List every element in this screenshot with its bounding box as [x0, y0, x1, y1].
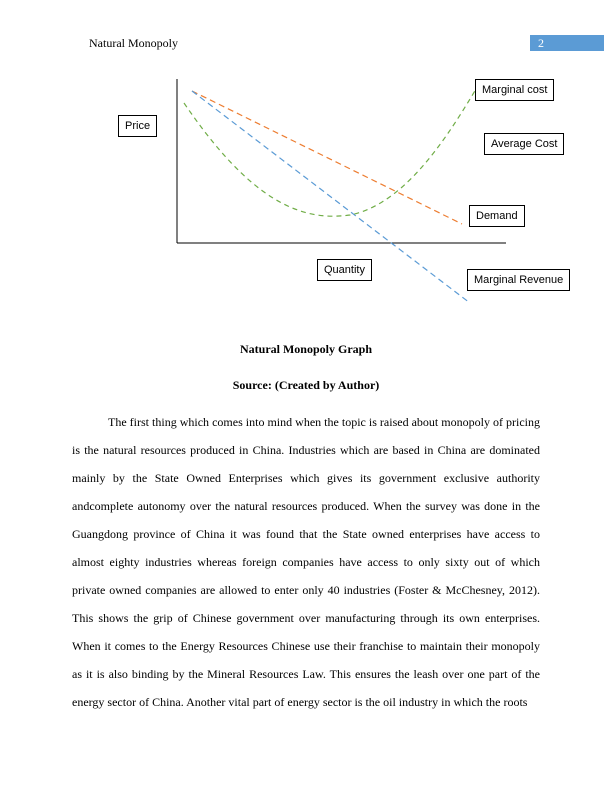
price-label: Price	[118, 115, 157, 137]
quantity-label: Quantity	[317, 259, 372, 281]
figure-title: Natural Monopoly Graph	[239, 342, 372, 356]
cost-curve	[184, 89, 476, 216]
demand-label: Demand	[469, 205, 525, 227]
average-cost-label: Average Cost	[484, 133, 564, 155]
body-paragraph: The first thing which comes into mind when the topic is raised about monopoly of pricing is the natural resources produced in China. Industries which are based in China are dominated mainly by the State Owned Enterprises which gives its government exclusive authority andcomplete autonomy over the natural resources produced. When the survey was done in the Guangdong province of China it was found that the State owned enterprises have access to almost eighty industries whereas foreign companies have access to only sixty out of which private owned companies are allowed to enter only 40 industries (Foster & McChesney, 2012). This shows the grip of Chinese government over manufacturing through its own enterprises. When it comes to the Energy Resources Chinese use their franchise to maintain their monopoly as it is also binding by the Mineral Resources Law. This ensures the leash over one part of the energy sector of China. Another vital part of energy sector is the oil industry in which the roots	[72, 415, 540, 709]
figure-source: Source: (Created by Author)	[232, 378, 380, 392]
marginal-revenue-label: Marginal Revenue	[467, 269, 570, 291]
marginal-cost-label: Marginal cost	[475, 79, 554, 101]
page-number: 2	[530, 35, 604, 51]
running-header-title: Natural Monopoly	[89, 36, 178, 50]
demand-curve	[192, 91, 462, 224]
